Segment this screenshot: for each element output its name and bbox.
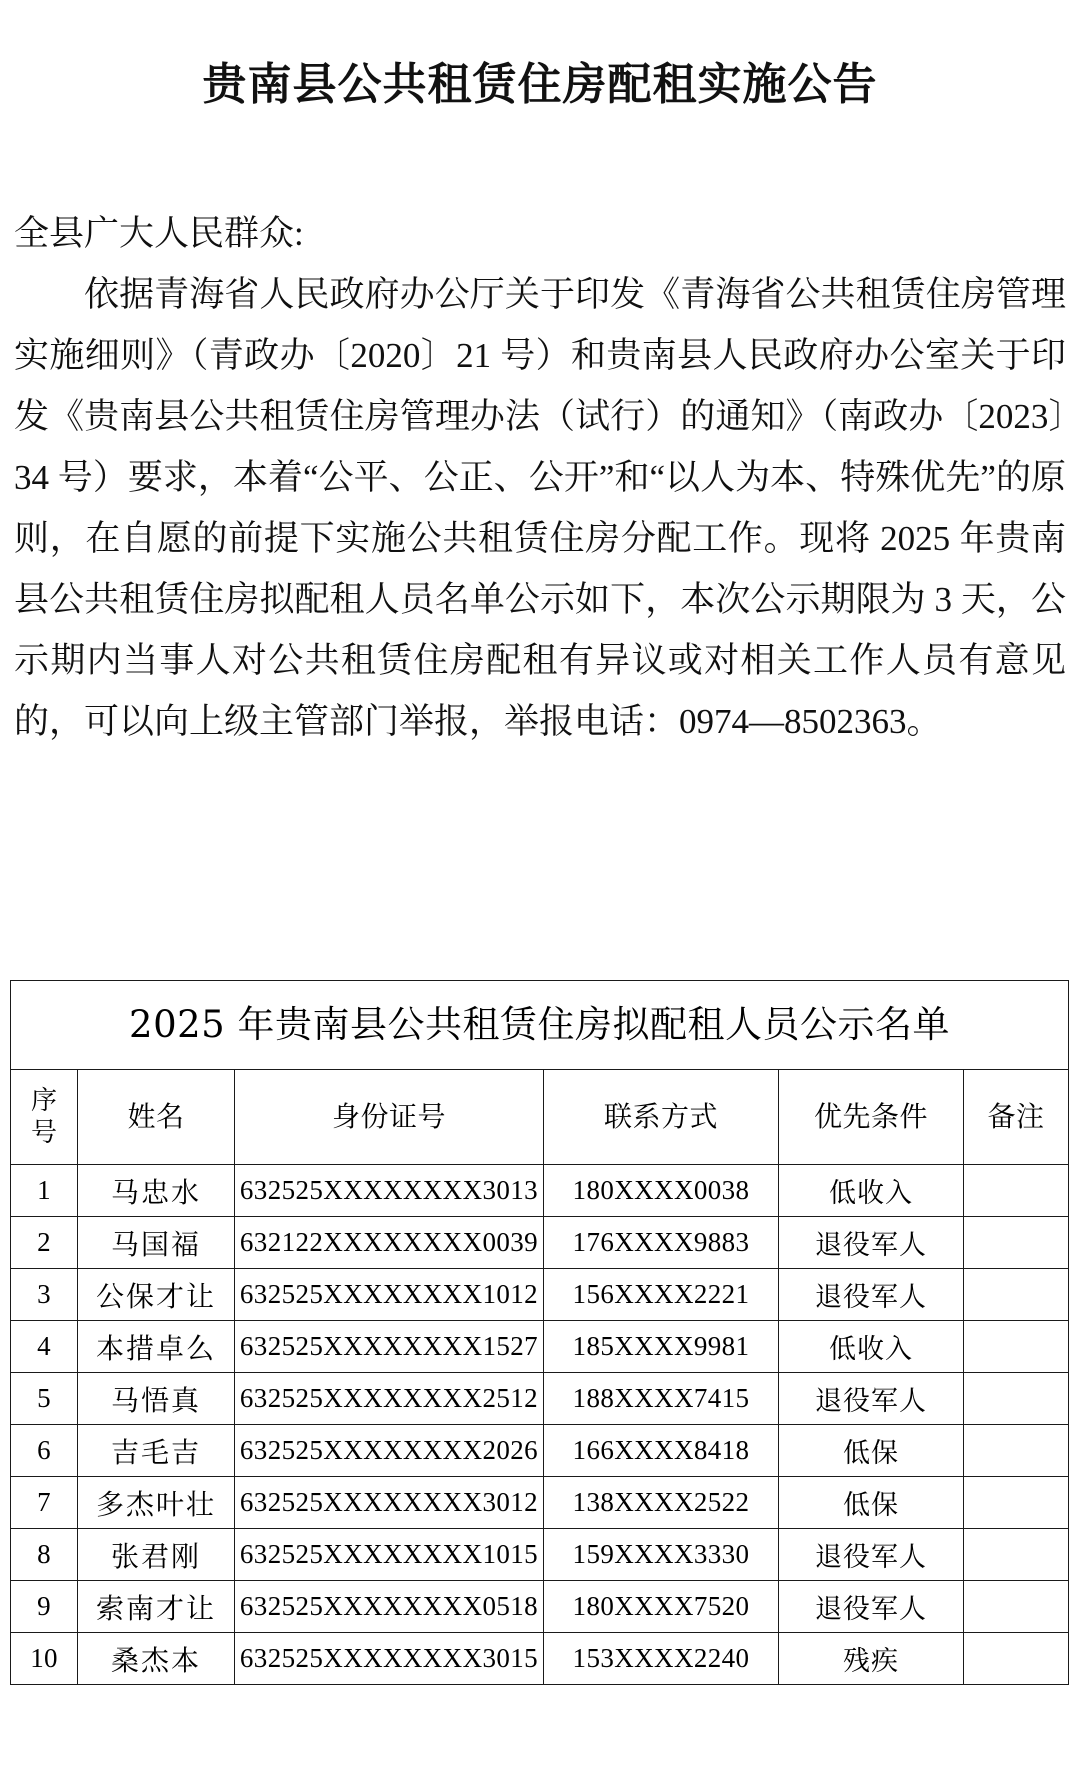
- table-title: 2025 年贵南县公共租赁住房拟配租人员公示名单: [11, 981, 1069, 1070]
- row-id-number: 632525XXXXXXXX0518: [235, 1581, 544, 1633]
- column-header-contact: 联系方式: [544, 1070, 779, 1165]
- row-remark: [964, 1321, 1069, 1373]
- row-contact: 188XXXX7415: [544, 1373, 779, 1425]
- row-remark: [964, 1529, 1069, 1581]
- table-row: [11, 1581, 1069, 1633]
- row-contact: 156XXXX2221: [544, 1269, 779, 1321]
- row-priority: 低收入: [779, 1321, 964, 1373]
- table-row: [11, 1217, 1069, 1269]
- row-seq: 3: [11, 1269, 78, 1321]
- row-id-number: 632525XXXXXXXX3015: [235, 1633, 544, 1685]
- row-priority: 退役军人: [779, 1373, 964, 1425]
- row-priority: 低保: [779, 1477, 964, 1529]
- row-remark: [964, 1477, 1069, 1529]
- row-remark: [964, 1269, 1069, 1321]
- table-row: [11, 1165, 1069, 1217]
- row-name: 马忠水: [78, 1165, 235, 1217]
- table-header-row: [11, 1070, 1069, 1165]
- table-row: [11, 1633, 1069, 1685]
- table-row: [11, 1321, 1069, 1373]
- row-name: 多杰叶壮: [78, 1477, 235, 1529]
- row-seq: 10: [11, 1633, 78, 1685]
- roster-table-body: [11, 1165, 1069, 1685]
- row-name: 索南才让: [78, 1581, 235, 1633]
- row-name: 吉毛吉: [78, 1425, 235, 1477]
- row-seq: 8: [11, 1529, 78, 1581]
- column-header-seq-line2: 号: [30, 1118, 57, 1149]
- row-priority: 低收入: [779, 1165, 964, 1217]
- column-header-seq: [11, 1070, 78, 1165]
- row-seq: 4: [11, 1321, 78, 1373]
- table-row: [11, 1269, 1069, 1321]
- table-row: [11, 1373, 1069, 1425]
- row-name: 马国福: [78, 1217, 235, 1269]
- row-remark: [964, 1217, 1069, 1269]
- row-contact: 153XXXX2240: [544, 1633, 779, 1685]
- row-id-number: 632525XXXXXXXX3012: [235, 1477, 544, 1529]
- row-remark: [964, 1633, 1069, 1685]
- row-name: 马悟真: [78, 1373, 235, 1425]
- row-seq: 2: [11, 1217, 78, 1269]
- row-seq: 6: [11, 1425, 78, 1477]
- row-id-number: 632525XXXXXXXX2026: [235, 1425, 544, 1477]
- column-header-seq-line1: 序: [30, 1085, 57, 1116]
- column-header-remark: 备注: [964, 1070, 1069, 1165]
- row-seq: 1: [11, 1165, 78, 1217]
- row-seq: 5: [11, 1373, 78, 1425]
- row-name: 张君刚: [78, 1529, 235, 1581]
- row-remark: [964, 1425, 1069, 1477]
- row-remark: [964, 1165, 1069, 1217]
- row-id-number: 632525XXXXXXXX1527: [235, 1321, 544, 1373]
- row-priority: 残疾: [779, 1633, 964, 1685]
- table-row: [11, 1477, 1069, 1529]
- row-contact: 166XXXX8418: [544, 1425, 779, 1477]
- row-seq: 9: [11, 1581, 78, 1633]
- row-seq: 7: [11, 1477, 78, 1529]
- column-header-id-number: 身份证号: [235, 1070, 544, 1165]
- row-id-number: 632525XXXXXXXX3013: [235, 1165, 544, 1217]
- announcement-body: [14, 143, 1066, 752]
- row-name: 桑杰本: [78, 1633, 235, 1685]
- row-id-number: 632525XXXXXXXX1015: [235, 1529, 544, 1581]
- announcement-paragraph: 依据青海省人民政府办公厅关于印发《青海省公共租赁住房管理实施细则》（青政办〔2020〕21 号）和贵南县人民政府办公室关于印发《贵南县公共租赁住房管理办法（试行）的通知》（南政办〔2023〕34 号）要求，本着“公平、公正、公开”和“以人为本、特殊优先”的原则，在自愿的前提下实施公共租赁住房分配工作。现将 2025 年贵南县公共租赁住房拟配租人员名单公示如下，本次公示期限为 3 天，公示期内当事人对公共租赁住房配租有异议或对相关工作人员有意见的，可以向上级主管部门举报，举报电话：0974—8502363。: [14, 275, 1066, 742]
- row-name: 本措卓么: [78, 1321, 235, 1373]
- row-priority: 低保: [779, 1425, 964, 1477]
- document-page: [0, 29, 1080, 1777]
- row-id-number: 632525XXXXXXXX1012: [235, 1269, 544, 1321]
- row-id-number: 632525XXXXXXXX2512: [235, 1373, 544, 1425]
- row-priority: 退役军人: [779, 1217, 964, 1269]
- row-remark: [964, 1581, 1069, 1633]
- table-title-row: [11, 981, 1069, 1070]
- row-priority: 退役军人: [779, 1581, 964, 1633]
- row-priority: 退役军人: [779, 1529, 964, 1581]
- row-id-number: 632122XXXXXXXX0039: [235, 1217, 544, 1269]
- table-row: [11, 1529, 1069, 1581]
- row-contact: 180XXXX0038: [544, 1165, 779, 1217]
- roster-table: [10, 980, 1069, 1685]
- table-row: [11, 1425, 1069, 1477]
- row-contact: 138XXXX2522: [544, 1477, 779, 1529]
- row-contact: 185XXXX9981: [544, 1321, 779, 1373]
- row-remark: [964, 1373, 1069, 1425]
- roster-table-container: [10, 980, 1068, 1685]
- page-title: 贵南县公共租赁住房配租实施公告: [202, 59, 878, 111]
- column-header-name: 姓名: [78, 1070, 235, 1165]
- row-name: 公保才让: [78, 1269, 235, 1321]
- row-contact: 159XXXX3330: [544, 1529, 779, 1581]
- row-contact: 176XXXX9883: [544, 1217, 779, 1269]
- column-header-priority: 优先条件: [779, 1070, 964, 1165]
- row-priority: 退役军人: [779, 1269, 964, 1321]
- row-contact: 180XXXX7520: [544, 1581, 779, 1633]
- salutation: 全县广大人民群众:: [14, 214, 304, 254]
